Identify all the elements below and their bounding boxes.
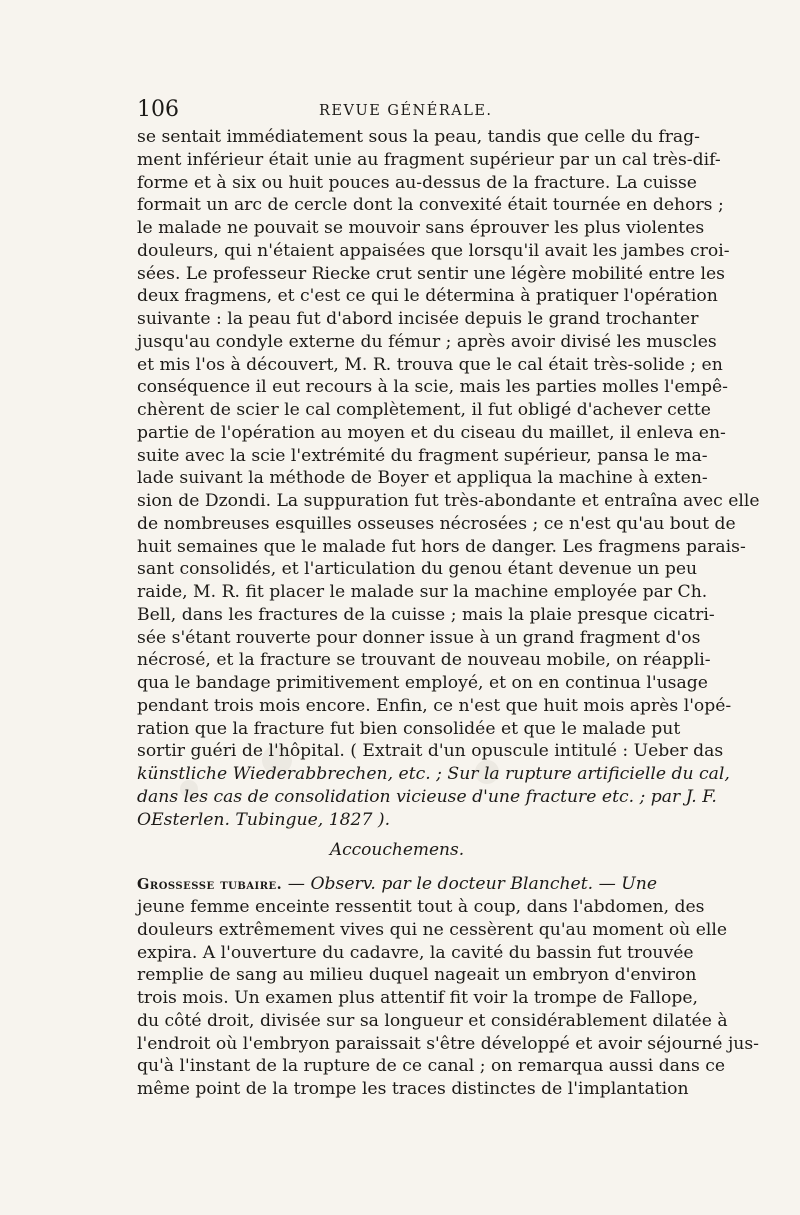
text-line: l'endroit où l'embryon paraissait s'être développé et avoir séjourné jus- bbox=[137, 1033, 759, 1054]
page-header bbox=[137, 97, 657, 127]
text-line: et mis l'os à découvert, M. R. trouva que le cal était très-solide ; en bbox=[137, 354, 723, 375]
text-line: jusqu'au condyle externe du fémur ; après avoir divisé les muscles bbox=[137, 331, 717, 352]
text-line: douleurs extrêmement vives qui ne cessèrent qu'au moment où elle bbox=[137, 919, 728, 940]
text-line: qu'à l'instant de la rupture de ce canal ; on remarqua aussi dans ce bbox=[137, 1056, 726, 1077]
text-line: le malade ne pouvait se mouvoir sans éprouver les plus violentes bbox=[137, 218, 705, 238]
running-title: REVUE GÉNÉRALE. bbox=[319, 103, 493, 119]
paragraph-2-lead-line bbox=[137, 873, 657, 896]
text-line: pendant trois mois encore. Enfin, ce n'est que huit mois après l'opé- bbox=[137, 695, 732, 716]
text-line: partie de l'opération au moyen et du ciseau du maillet, il enleva en- bbox=[137, 422, 726, 443]
text-line: forme et à six ou huit pouces au-dessus de la fracture. La cuisse bbox=[137, 172, 697, 193]
text-line: remplie de sang au milieu duquel nageait un embryon d'environ bbox=[137, 965, 697, 986]
text-line: sortir guéri de l'hôpital. ( Extrait d'un opuscule intitulé : Ueber das bbox=[137, 741, 724, 762]
text-line: formait un arc de cercle dont la convexité était tournée en dehors ; bbox=[137, 195, 724, 216]
text-line: Bell, dans les fractures de la cuisse ; mais la plaie presque cicatri- bbox=[137, 604, 715, 625]
text-line: nécrosé, et la fracture se trouvant de nouveau mobile, on réappli- bbox=[137, 650, 711, 671]
citation-line-final bbox=[137, 809, 657, 832]
section-lead-observation: — Observ. par le docteur Blanchet. — Une bbox=[282, 874, 657, 895]
body-text bbox=[137, 126, 760, 1101]
text-line: douleurs, qui n'étaient appaisées que lorsqu'il avait les jambes croi- bbox=[137, 240, 730, 261]
section-lead-caps: Grossesse tubaire. bbox=[137, 876, 283, 894]
text-line: sant consolidés, et l'articulation du genou étant devenue un peu bbox=[137, 559, 698, 580]
text-line: ration que la fracture fut bien consolidée et que le malade put bbox=[137, 718, 681, 739]
text-line: ment inférieur était unie au fragment supérieur par un cal très-dif- bbox=[137, 149, 721, 170]
page-number: 106 bbox=[137, 97, 179, 122]
text-line: chèrent de scier le cal complètement, il fut obligé d'achever cette bbox=[137, 400, 711, 420]
text-line: conséquence il eut recours à la scie, mais les parties molles l'empê- bbox=[137, 377, 728, 398]
text-line: même point de la trompe les traces distinctes de l'implantation bbox=[137, 1079, 689, 1099]
text-line: se sentait immédiatement sous la peau, tandis que celle du frag- bbox=[137, 127, 700, 147]
text-line: raide, M. R. fit placer le malade sur la machine employée par Ch. bbox=[137, 582, 708, 602]
citation-author: OEsterlen. Tubingue, 1827 ). bbox=[137, 809, 391, 830]
section-heading: Accouchemens. bbox=[329, 840, 465, 861]
text-line: suivante : la peau fut d'abord incisée depuis le grand trochanter bbox=[137, 309, 699, 329]
text-line: du côté droit, divisée sur sa longueur et considérablement dilatée à bbox=[137, 1010, 728, 1031]
text-line: sées. Le professeur Riecke crut sentir une légère mobilité entre les bbox=[137, 263, 725, 284]
citation-line: künstliche Wiederabbrechen, etc. ; Sur la rupture artificielle du cal, bbox=[137, 764, 730, 784]
text-line: suite avec la scie l'extrémité du fragment supérieur, pansa le ma- bbox=[137, 445, 708, 466]
section-heading-row bbox=[137, 831, 657, 873]
text-line: sée s'étant rouverte pour donner issue à un grand fragment d'os bbox=[137, 627, 701, 648]
text-line: deux fragmens, et c'est ce qui le détermina à pratiquer l'opération bbox=[137, 286, 718, 307]
text-line: lade suivant la méthode de Boyer et appliqua la machine à exten- bbox=[137, 468, 708, 489]
paragraph-tubal-pregnancy bbox=[137, 896, 759, 1101]
text-line: trois mois. Un examen plus attentif fit voir la trompe de Fallope, bbox=[137, 988, 698, 1008]
text-line: huit semaines que le malade fut hors de danger. Les fragmens parais- bbox=[137, 536, 746, 557]
citation-line: dans les cas de consolidation vicieuse d'une fracture etc. ; par J. F. bbox=[137, 786, 717, 807]
text-line: expira. A l'ouverture du cadavre, la cavité du bassin fut trouvée bbox=[137, 942, 694, 963]
text-line: qua le bandage primitivement employé, et on en continua l'usage bbox=[137, 673, 708, 693]
text-line: de nombreuses esquilles osseuses nécrosées ; ce n'est qu'au bout de bbox=[137, 513, 736, 534]
text-line: jeune femme enceinte ressentit tout à coup, dans l'abdomen, des bbox=[137, 897, 705, 917]
paragraph-surgery-case bbox=[137, 126, 760, 763]
text-line: sion de Dzondi. La suppuration fut très-abondante et entraîna avec elle bbox=[137, 491, 760, 511]
